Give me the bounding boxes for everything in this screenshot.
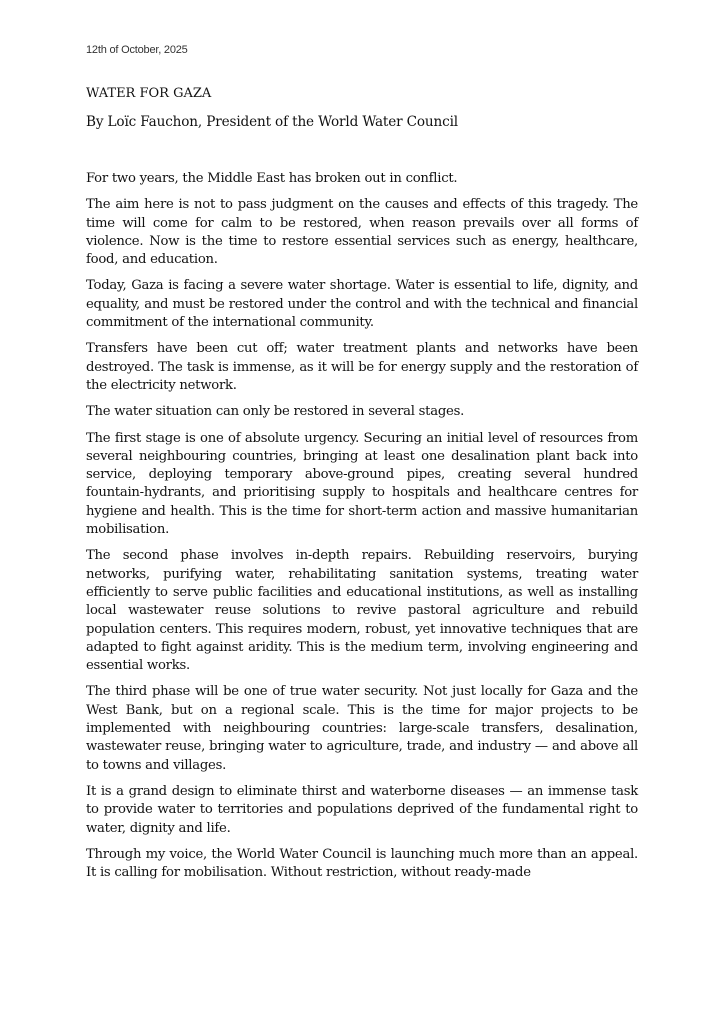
paragraph: The second phase involves in-depth repairs. Rebuilding reservoirs, burying networks, purifying water, rehabilitating sanitation systems, treating water efficiently to serve public facilities and educational institutions, as well as installing local wastewater reuse solutions to revive pastoral agriculture and rebuild population centers. This requires modern, robust, yet innovative techniques that are adapted to fight against aridity. This is the medium term, involving engineering and essential works.: [86, 548, 638, 674]
document-byline: By Loïc Fauchon, President of the World Water Council: [86, 114, 458, 130]
paragraph: The water situation can only be restored in several stages.: [86, 404, 465, 420]
paragraph: The first stage is one of absolute urgency. Securing an initial level of resources from several neighbouring countries, bringing at least one desalination plant back into service, deploying temporary above-ground pipes, creating several hundred fountain-hydrants, and prioritising supply to hospitals and healthcare centres for hygiene and health. This is the time for short-term action and massive humanitarian mobilisation.: [86, 430, 638, 538]
paragraph: Through my voice, the World Water Council is launching much more than an appeal. It is calling for mobilisation. Without restriction, without ready-made: [86, 846, 638, 881]
paragraph: Transfers have been cut off; water treatment plants and networks have been destroyed. The task is immense, as it will be for energy supply and the restoration of the electricity network.: [86, 341, 638, 393]
paragraph: Today, Gaza is facing a severe water shortage. Water is essential to life, dignity, and equality, and must be restored under the control and with the technical and financial commitment of the international community.: [86, 278, 638, 331]
document-body: [86, 170, 638, 890]
document-date: 12th of October, 2025: [86, 44, 188, 56]
paragraph: For two years, the Middle East has broken out in conflict.: [86, 171, 458, 186]
paragraph: It is a grand design to eliminate thirst and waterborne diseases — an immense task to provide water to territories and populations deprived of the fundamental right to water, dignity and life.: [86, 783, 638, 836]
document-title: WATER FOR GAZA: [86, 86, 212, 101]
paragraph: The third phase will be one of true water security. Not just locally for Gaza and the West Bank, but on a regional scale. This is the time for major projects to be implemented with neighbouring countries: large-scale transfers, desalination, wastewater reuse, bringing water to agriculture, trade, and industry — and above all to towns and villages.: [86, 684, 638, 773]
paragraph: The aim here is not to pass judgment on the causes and effects of this tragedy. The time will come for calm to be restored, when reason prevails over all forms of violence. Now is the time to restore essential services such as energy, healthcare, food, and education.: [86, 197, 638, 268]
